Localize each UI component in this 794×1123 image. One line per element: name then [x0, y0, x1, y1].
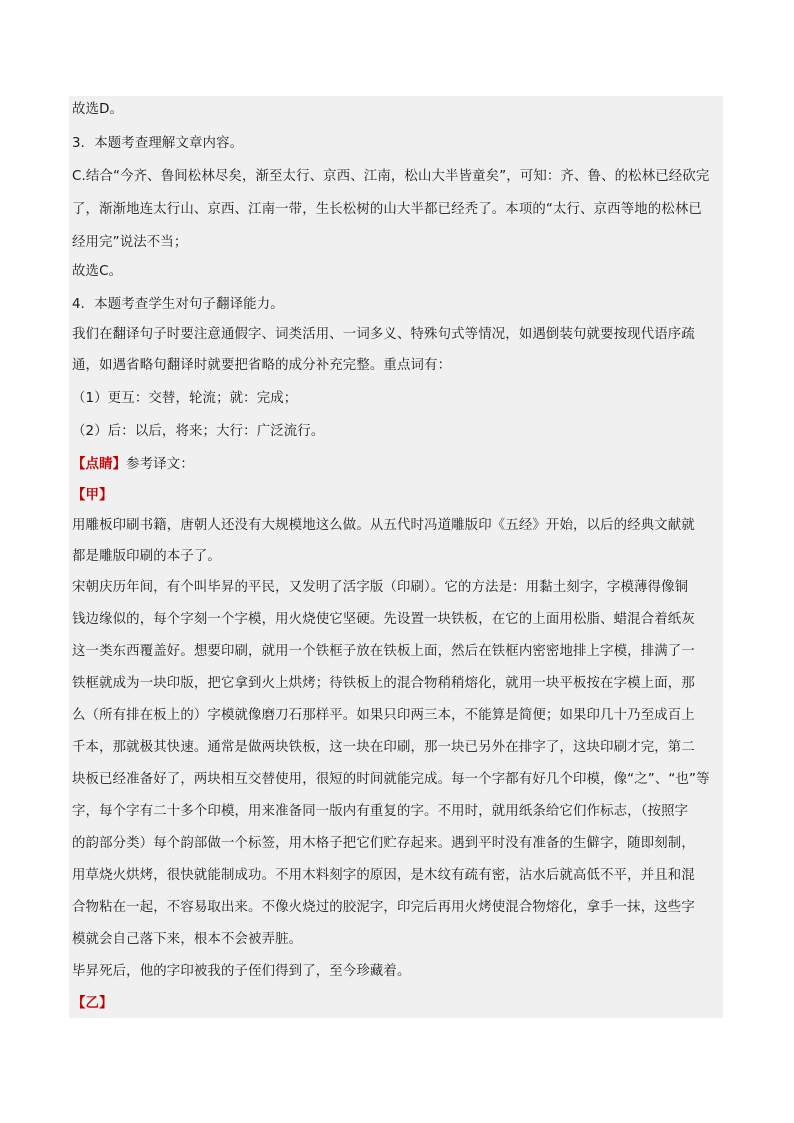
text-line: 3．本题考查理解文章内容。 [72, 136, 244, 151]
text-line: 千本，那就极其快速。通常是做两块铁板，这一块在印刷，那一块已另外在排字了，这块印刷才完，第二 [72, 740, 695, 755]
text-line: 块板已经准备好了，两块相互交替使用，很短的时间就能完成。每一个字都有好几个印模，像“之”、“也”等 [72, 772, 710, 787]
text-line: C.结合“今齐、鲁间松林尽矣，渐至太行、京西、江南，松山大半皆童矣”，可知：齐、鲁、的松林已经砍完 [72, 169, 710, 184]
text-line: 都是雕版印刷的本子了。 [72, 549, 221, 564]
text-line: 用草烧火烘烤，很快就能制成功。不用木料刻字的原因，是木纹有疏有密，沾水后就高低不平，并且和混 [72, 868, 695, 883]
text-line: 毕昇死后，他的字印被我的子侄们得到了，至今珍藏着。 [72, 964, 411, 979]
text-line: 我们在翻译句子时要注意通假字、词类活用、一词多义、特殊句式等情况，如遇倒装句就要按现代语序疏 [72, 327, 695, 342]
text-line: 字，每个字有二十多个印模，用来准备同一版内有重复的字。不用时，就用纸条给它们作标志，（按照字 [72, 804, 689, 819]
text-line: 的韵部分类）每个韵部做一个标签，用木格子把它们贮存起来。遇到平时没有准备的生僻字，随即刻制， [72, 836, 695, 851]
yi-label: 【乙】 [72, 996, 113, 1011]
dianjing-label: 【点睛】 [72, 457, 127, 472]
text-line: 用雕板印刷书籍，唐朝人还没有大规模地这么做。从五代时冯道雕版印《五经》开始，以后的经典文献就 [72, 518, 695, 533]
text-line: 钱边缘似的，每个字刻一个字模，用火烧使它坚硬。先设置一块铁板，在它的上面用松脂、蜡混合着纸灰 [72, 612, 695, 627]
dianjing-text: 参考译文： [126, 457, 194, 472]
text-line: 故选D。 [72, 102, 124, 117]
text-line: 合物粘在一起，不容易取出来。不像火烧过的胶泥字，印完后再用火烤使混合物熔化，拿手一抹，这些字 [72, 900, 695, 915]
text-line: 通，如遇省略句翻译时就要把省略的成分补充完整。重点词有： [72, 358, 452, 373]
text-line: 了，渐渐地连太行山、京西、江南一带，生长松树的山大半都已经秃了。本项的“太行、京西等地的松林已 [72, 202, 702, 217]
text-line: 模就会自己落下来，根本不会被弄脏。 [72, 932, 303, 947]
dianjing-line [72, 456, 722, 474]
text-line: （1）更互：交替，轮流；就：完成； [72, 391, 298, 406]
text-line: （2）后：以后，将来；大行：广泛流行。 [72, 424, 325, 439]
text-line: 宋朝庆历年间，有个叫毕昇的平民，又发明了活字版（印刷）。它的方法是：用黏土刻字，字模薄得像铜 [72, 580, 689, 595]
text-line: 这一类东西覆盖好。想要印刷，就用一个铁框子放在铁板上面，然后在铁框内密密地排上字模，排满了一 [72, 644, 695, 659]
text-line: 故选C。 [72, 264, 123, 279]
text-line: 铁框就成为一块印版，把它拿到火上烘烤；待铁板上的混合物稍稍熔化，就用一块平板按在字模上面，那 [72, 676, 695, 691]
text-line: 经用完”说法不当； [72, 235, 188, 250]
text-line: 么（所有排在板上的）字模就像磨刀石那样平。如果只印两三本，不能算是简便；如果印几十乃至成百上 [72, 708, 695, 723]
text-line: 4．本题考查学生对句子翻译能力。 [72, 297, 284, 312]
jia-label: 【甲】 [72, 488, 113, 503]
